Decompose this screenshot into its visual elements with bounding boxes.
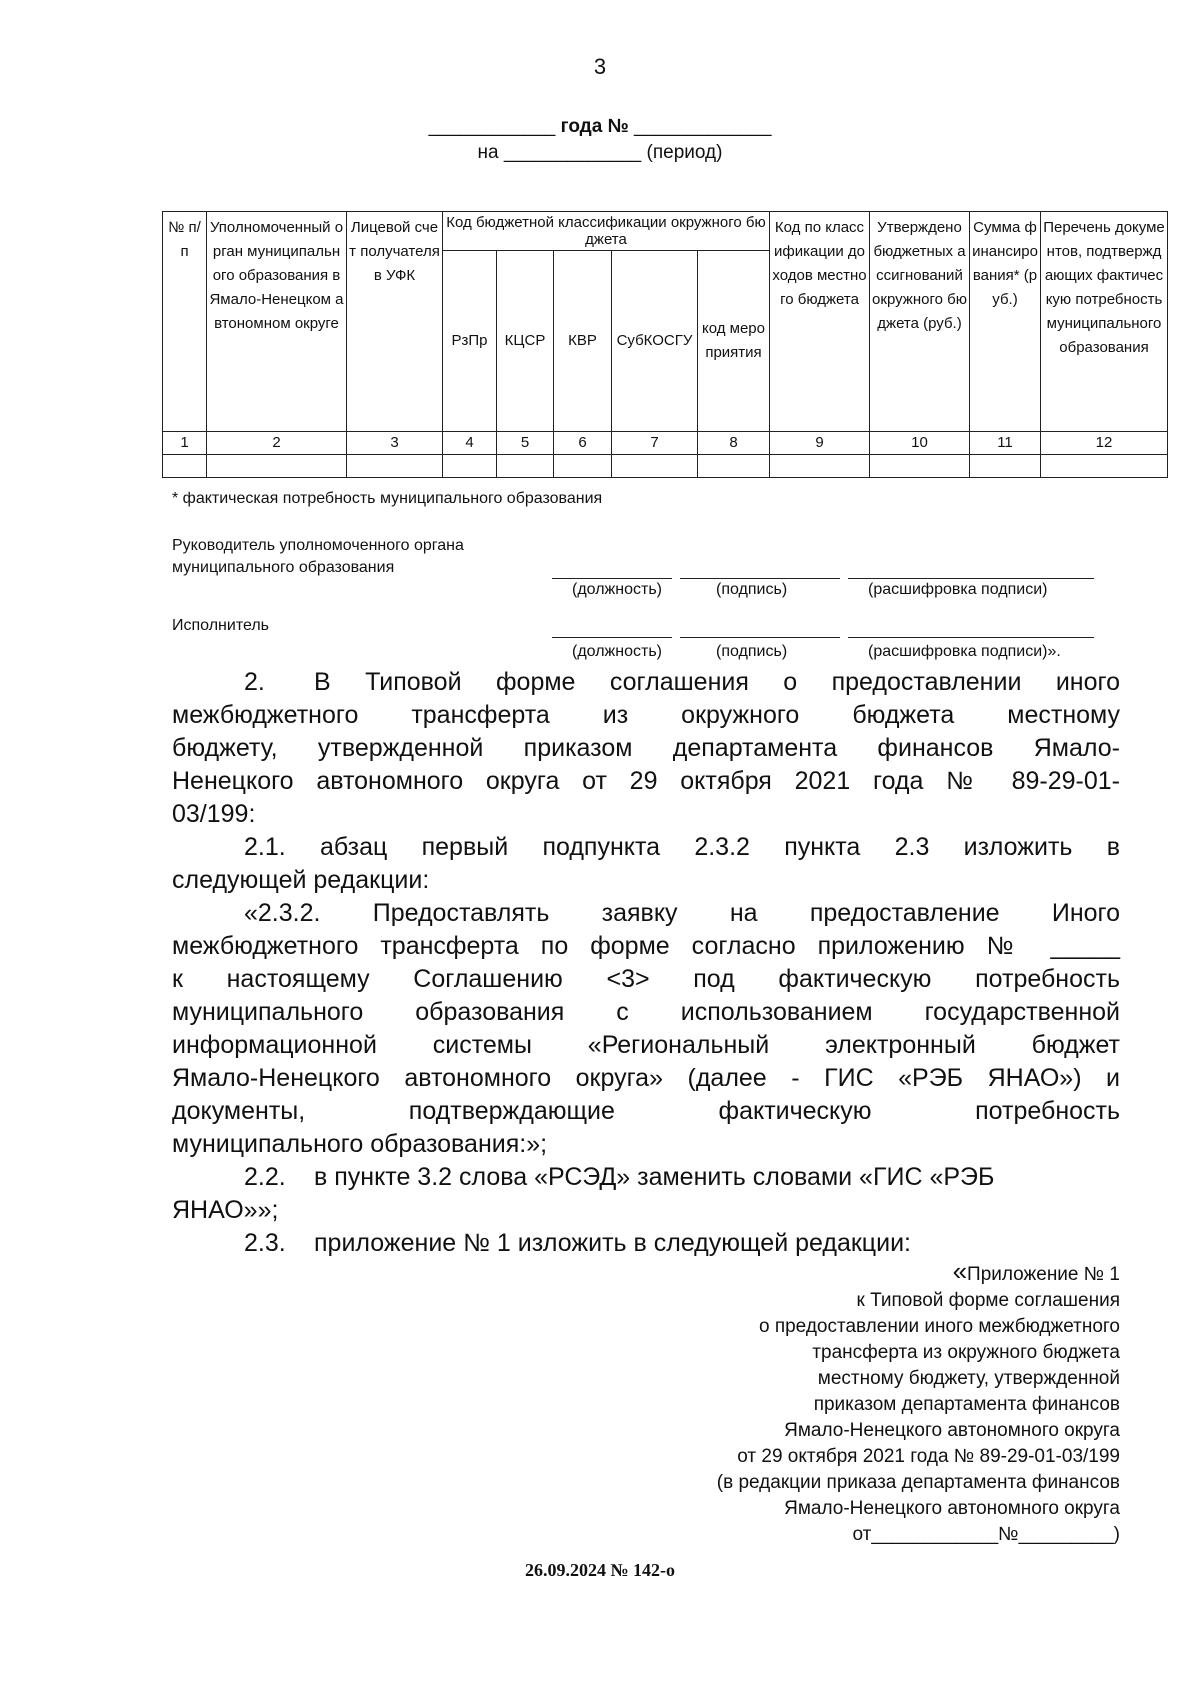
col-header-number: № п/п [163,212,207,432]
form-header-date-number: ____________ года № _____________ [428,116,772,137]
paragraph-2-line: 03/199: [172,800,256,828]
paragraph-2-2-line: 2.2. в пункте 3.2 слова «РСЭД» заменить словами «ГИС «РЭБ [244,1163,995,1191]
signature-head-label-1: Руководитель уполномоченного органа [172,537,464,554]
paragraph-2-line: межбюджетного трансферта из окружного бюджета местному [172,701,1120,729]
appendix-line: трансферта из окружного бюджета [812,1342,1120,1363]
quote-line: к настоящему Соглашению <3> под фактическую потребность [172,965,1120,993]
column-number: 12 [1041,432,1168,455]
column-number: 3 [347,432,443,455]
quote-line: муниципального образования:»; [172,1130,548,1158]
funding-request-table [162,211,1168,478]
appendix-line: (в редакции приказа департамента финансов [716,1472,1120,1493]
signature-caption-signature: (подпись) [716,581,788,598]
signature-line-decryption [848,578,1094,579]
col-header-event-code: код мероприятия [698,251,770,432]
column-number: 11 [970,432,1041,455]
paragraph-2-line: Ненецкого автономного округа от 29 октября 2021 года № 89-29-01- [172,767,1120,795]
column-number: 9 [770,432,870,455]
appendix-line: о предоставлении иного межбюджетного [758,1316,1120,1337]
table-row [163,455,1168,478]
quote-line: документы, подтверждающие фактическую потребность [172,1097,1120,1125]
column-number: 1 [163,432,207,455]
paragraph-2-3-line: 2.3. приложение № 1 изложить в следующей редакции: [244,1229,911,1257]
col-header-kcsr: КЦСР [497,251,554,432]
form-header-period: на _____________ (период) [477,142,723,163]
column-number: 2 [207,432,347,455]
column-numbers-row [163,432,1168,455]
paragraph-2-1-line: следующей редакции: [172,866,430,894]
col-header-approved: Утверждено бюджетных ассигнований окружного бюджета (руб.) [870,212,970,432]
footnote: * фактическая потребность муниципального образования [172,490,603,507]
col-header-kbk-group: Код бюджетной классификации окружного бюджета [443,212,770,251]
quote-line: муниципального образования с использованием государственной [172,998,1120,1026]
col-header-kvr: КВР [554,251,612,432]
appendix-line: Ямало-Ненецкого автономного округа [784,1498,1120,1519]
page-number: 3 [593,54,607,79]
main-text [172,666,1120,1260]
appendix-line: «Приложение № 1 [952,1256,1120,1286]
document-stamp: 26.09.2024 № 142-о [524,1560,676,1580]
appendix-line: от 29 октября 2021 года № 89-29-01-03/199 [737,1446,1120,1467]
paragraph-2-line: бюджету, утвержденной приказом департамента финансов Ямало- [172,734,1120,762]
signature-caption-position: (должность) [572,581,662,598]
col-header-subkosgu: СубКОСГУ [612,251,698,432]
column-number: 5 [497,432,554,455]
appendix-line: местному бюджету, утвержденной [817,1368,1120,1389]
quote-line: «2.3.2. Предоставлять заявку на предоставление Иного [244,899,1120,927]
quote-line: информационной системы «Региональный электронный бюджет [172,1031,1120,1059]
column-number: 8 [698,432,770,455]
col-header-account: Лицевой счет получателя в УФК [347,212,443,432]
appendix-line: Ямало-Ненецкого автономного округа [784,1420,1120,1441]
column-number: 7 [612,432,698,455]
paragraph-2-1-line: 2.1. абзац первый подпункта 2.3.2 пункта 2.3 изложить в [244,833,1120,861]
signature-line-signature [680,578,840,579]
appendix-line: от____________№_________) [852,1524,1120,1545]
executor-caption-signature: (подпись) [716,643,788,660]
quote-line: Ямало-Ненецкого автономного округа» (далее - ГИС «РЭБ ЯНАО») и [172,1064,1120,1092]
column-number: 6 [554,432,612,455]
paragraph-2-line: 2. В Типовой форме соглашения о предоставлении иного [244,668,1120,696]
col-header-documents: Перечень документов, подтверждающих фактическую потребность муниципального образования [1041,212,1168,432]
appendix-block [560,1258,1120,1548]
quote-line: межбюджетного трансферта по форме согласно приложению № _____ [172,932,1120,960]
executor-line-signature [680,637,840,638]
executor-label: Исполнитель [172,617,270,634]
executor-line-decryption [848,637,1094,638]
column-number: 4 [443,432,497,455]
appendix-line: к Типовой форме соглашения [856,1290,1120,1311]
signature-line-position [552,578,672,579]
col-header-amount: Сумма финансирования* (руб.) [970,212,1041,432]
paragraph-2-2-line: ЯНАО»»; [172,1196,279,1224]
col-header-income-code: Код по классификации доходов местного бюджета [770,212,870,432]
executor-caption-decryption: (расшифровка подписи)». [868,643,1061,660]
col-header-authorized-body: Уполномоченный орган муниципального образования в Ямало-Ненецком автономном округе [207,212,347,432]
executor-caption-position: (должность) [572,643,662,660]
signature-caption-decryption: (расшифровка подписи) [868,581,1048,598]
signature-head-label-2: муниципального образования [172,559,395,576]
executor-line-position [552,637,672,638]
appendix-line: приказом департамента финансов [813,1394,1120,1415]
column-number: 10 [870,432,970,455]
col-header-rzpr: РзПр [443,251,497,432]
